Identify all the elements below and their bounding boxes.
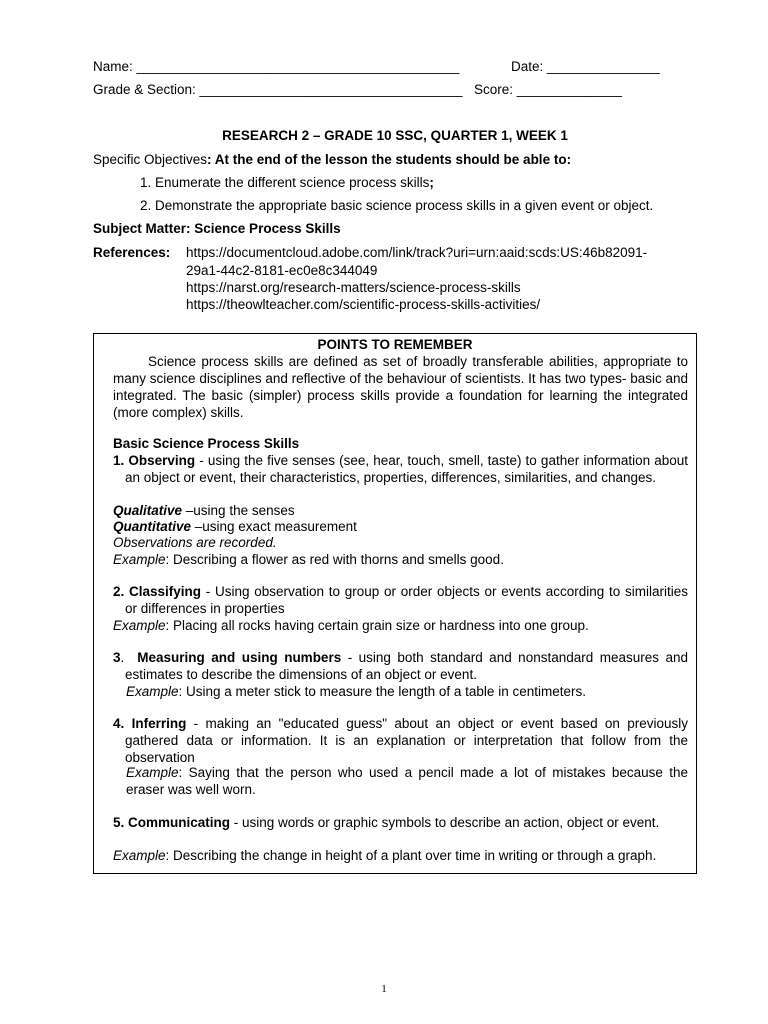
skill-observing: 1. Observing - using the five senses (see, hear, touch, smell, taste) to gather information about an object or event, their characteristics, properties, differences, similarities, and changes.	[113, 453, 689, 485]
grade-section-field-label: Grade & Section: ___________________________________	[93, 82, 463, 97]
objective-item-1: 1. Enumerate the different science process skills;	[140, 175, 434, 190]
subject-matter-label: Subject Matter	[93, 221, 187, 236]
measuring-example: Example: Using a meter stick to measure the length of a table in centimeters.	[126, 684, 586, 699]
subject-matter-value: : Science Process Skills	[186, 221, 341, 236]
classifying-example: Example: Placing all rocks having certain grain size or hardness into one group.	[113, 618, 589, 633]
subject-matter	[93, 220, 341, 237]
basic-skills-heading: Basic Science Process Skills	[113, 436, 300, 451]
name-field-label: Name: ___________________________________________	[93, 59, 460, 74]
qualitative-line: Qualitative –using the senses	[113, 503, 295, 518]
reference-link-1a[interactable]: https://documentcloud.adobe.com/link/track?uri=urn:aaid:scds:US:46b82091-	[186, 245, 648, 260]
objective-item-2: 2. Demonstrate the appropriate basic science process skills in a given event or object.	[140, 198, 654, 213]
skill-classifying: 2. Classifying - Using observation to group or order objects or events according to similarities or differences in properties	[113, 584, 688, 616]
reference-link-1b[interactable]: 29a1-44c2-8181-ec0e8c344049	[186, 263, 378, 278]
skill-measuring: 3. Measuring and using numbers - using both standard and nonstandard measures and estimates to describe the dimensions of an object or event.	[113, 650, 688, 682]
page-title: RESEARCH 2 – GRADE 10 SSC, QUARTER 1, WEEK 1	[222, 128, 568, 143]
references-label: References:	[93, 245, 171, 260]
score-field-label: Score: ______________	[474, 82, 622, 97]
date-field-label: Date: _______________	[511, 59, 660, 74]
objectives-heading	[93, 151, 571, 168]
observing-example: Example: Describing a flower as red with thorns and smells good.	[113, 552, 504, 567]
box-heading: POINTS TO REMEMBER	[317, 337, 473, 352]
skill-inferring: 4. Inferring - making an "educated guess" about an object or event based on previously gathered data or information. It is an explanation or interpretation that follow from the observation	[113, 716, 689, 765]
observations-note: Observations are recorded.	[113, 535, 277, 550]
quantitative-line: Quantitative –using exact measurement	[113, 519, 357, 534]
reference-link-3[interactable]: https://theowlteacher.com/scientific-process-skills-activities/	[186, 297, 541, 312]
page-number: 1	[381, 983, 387, 995]
objectives-label: Specific Objectives	[93, 152, 208, 167]
inferring-example: Example: Saying that the person who used a pencil made a lot of mistakes because the eraser was well worn.	[126, 765, 688, 797]
communicating-example: Example: Describing the change in height of a plant over time in writing or through a graph.	[113, 848, 657, 863]
reference-link-2[interactable]: https://narst.org/research-matters/science-process-skills	[186, 280, 521, 295]
box-intro: Science process skills are defined as set of broadly transferable abilities, appropriate to many science disciplines and reflective of the behaviour of scientists. It has two types- basic and integrated. The basic (simpler) process skills provide a foundation for learning the integrated (more complex) skills.	[113, 354, 688, 420]
objectives-intro: : At the end of the lesson the students should be able to:	[207, 152, 572, 167]
skill-communicating: 5. Communicating - using words or graphic symbols to describe an action, object or event.	[113, 815, 660, 830]
